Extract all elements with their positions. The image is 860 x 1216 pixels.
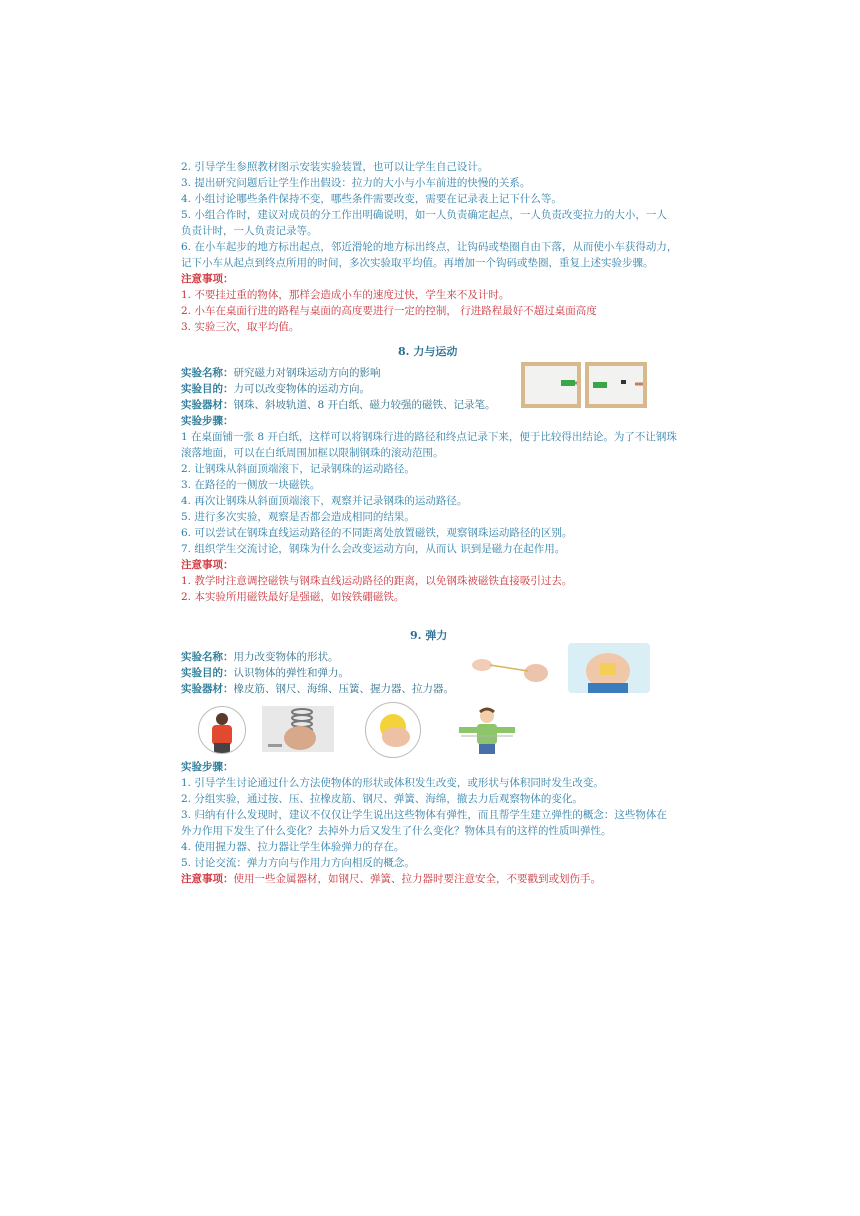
experiment-materials-row (181, 683, 454, 696)
spring-press-photo (568, 643, 650, 693)
step-line: 6. 在小车起步的地方标出起点，邻近滑轮的地方标出终点，让钩码或垫圈自由下落，从而使小车获得动力， (181, 241, 678, 253)
section-title: 8. 力与运动 (398, 345, 458, 358)
name-value: 用力改变物体的形状。 (233, 651, 339, 663)
step-line: 记下小车从起点到终点所用的时间，多次实验取平均值。再增加一个钩码或垫圈，重复上述实验步骤。 (181, 257, 654, 269)
notes-label: 注意事项： (181, 273, 234, 285)
name-label: 实验名称： (181, 651, 234, 663)
purpose-value: 认识物体的弹性和弹力。 (233, 667, 349, 679)
experiment-name-row (181, 651, 339, 664)
note-line: 2. 小车在桌面行进的路程与桌面的高度要进行一定的控制， 行进路程最好不超过桌面高度 (181, 305, 597, 317)
step-line: 5. 讨论交流：弹力方向与作用力方向相反的概念。 (181, 857, 415, 869)
notes-label: 注意事项： (181, 559, 234, 571)
name-value: 研究磁力对钢珠运动方向的影响 (233, 367, 381, 379)
steps-label: 实验步骤： (181, 415, 234, 427)
rubber-band-photo (470, 653, 550, 687)
experiment-name-row (181, 367, 381, 380)
step-line: 4. 使用握力器、拉力器让学生体验弹力的存在。 (181, 841, 405, 853)
step-line: 4. 小组讨论哪些条件保持不变，哪些条件需要改变，需要在记录表上记下什么等。 (181, 193, 562, 205)
step-line: 2. 让钢珠从斜面顶端滚下，记录钢珠的运动路径。 (181, 463, 415, 475)
note-line: 1. 教学时注意调控磁铁与钢珠直线运动路径的距离，以免钢珠被磁铁直接吸引过去。 (181, 575, 573, 587)
note-line: 1. 不要挂过重的物体，那样会造成小车的速度过快，学生来不及计时。 (181, 289, 510, 301)
purpose-value: 力可以改变物体的运动方向。 (233, 383, 370, 395)
step-line: 7. 组织学生交流讨论，钢珠为什么会改变运动方向，从而认 识到是磁力在起作用。 (181, 543, 566, 555)
step-line: 负责计时，一人负责记录等。 (181, 225, 318, 237)
step-line: 3. 提出研究问题后让学生作出假设：拉力的大小与小车前进的快慢的关系。 (181, 177, 531, 189)
sponge-squeeze-photo (365, 702, 421, 758)
step-line: 6. 可以尝试在钢珠直线运动路径的不同距离处放置磁铁，观察钢珠运动路径的区别。 (181, 527, 573, 539)
experiment-purpose-row (181, 667, 349, 680)
section-title: 9. 弹力 (410, 629, 448, 642)
name-label: 实验名称： (181, 367, 234, 379)
notes-row (181, 873, 601, 886)
materials-label: 实验器材： (181, 399, 234, 411)
child-pulling-photo (198, 706, 246, 754)
steps-label: 实验步骤： (181, 761, 234, 773)
step-line: 滚落地面，可以在白纸周围加框以限制钢珠的滚动范围。 (181, 447, 444, 459)
step-line: 5. 进行多次实验，观察是否都会造成相同的结果。 (181, 511, 415, 523)
purpose-label: 实验目的： (181, 383, 234, 395)
step-line: 外力作用下发生了什么变化？去掉外力后又发生了什么变化？物体具有的这样的性质叫弹性。 (181, 825, 612, 837)
purpose-label: 实验目的： (181, 667, 234, 679)
materials-value: 橡皮筋、钢尺、海绵、压簧、握力器、拉力器。 (233, 683, 454, 695)
materials-label: 实验器材： (181, 683, 234, 695)
grip-spring-photo (262, 706, 334, 752)
notes-label: 注意事项： (181, 873, 234, 885)
experiment-purpose-row (181, 383, 370, 396)
step-line: 2. 引导学生参照教材图示安装实验装置，也可以让学生自己设计。 (181, 161, 489, 173)
step-line: 3. 归纳有什么发现时，建议不仅仅让学生说出这些物体有弹性，而且帮学生建立弹性的概念：这些物体在 (181, 809, 667, 821)
step-line: 1 在桌面铺一张 8 开白纸，这样可以将钢珠行进的路径和终点记录下来，便于比较得出结论。为了不让钢珠 (181, 431, 677, 443)
magnet-board-photo (521, 362, 581, 408)
experiment-materials-row (181, 399, 496, 412)
step-line: 2. 分组实验，通过按、压、拉橡皮筋、钢尺、弹簧、海绵，撤去力后观察物体的变化。 (181, 793, 583, 805)
step-line: 5. 小组合作时，建议对成员的分工作出明确说明，如一人负责确定起点，一人负责改变拉力的大小，一人 (181, 209, 667, 221)
magnet-board-photo (585, 362, 647, 408)
note-line: 3. 实验三次，取平均值。 (181, 321, 300, 333)
notes-text: 使用一些金属器材，如钢尺、弹簧、拉力器时要注意安全，不要戳到或划伤手。 (233, 873, 601, 885)
materials-value: 钢珠、斜坡轨道、8 开白纸、磁力较强的磁铁、记录笔。 (233, 399, 496, 411)
step-line: 3. 在路径的一侧放一块磁铁。 (181, 479, 321, 491)
step-line: 1. 引导学生讨论通过什么方法使物体的形状或体积发生改变，或形状与体积同时发生改变。 (181, 777, 604, 789)
step-line: 4. 再次让钢珠从斜面顶端滚下，观察并记录钢珠的运动路径。 (181, 495, 468, 507)
chest-expander-illustration (455, 706, 519, 754)
note-line: 2. 本实验所用磁铁最好是强磁，如铵铁硼磁铁。 (181, 591, 405, 603)
